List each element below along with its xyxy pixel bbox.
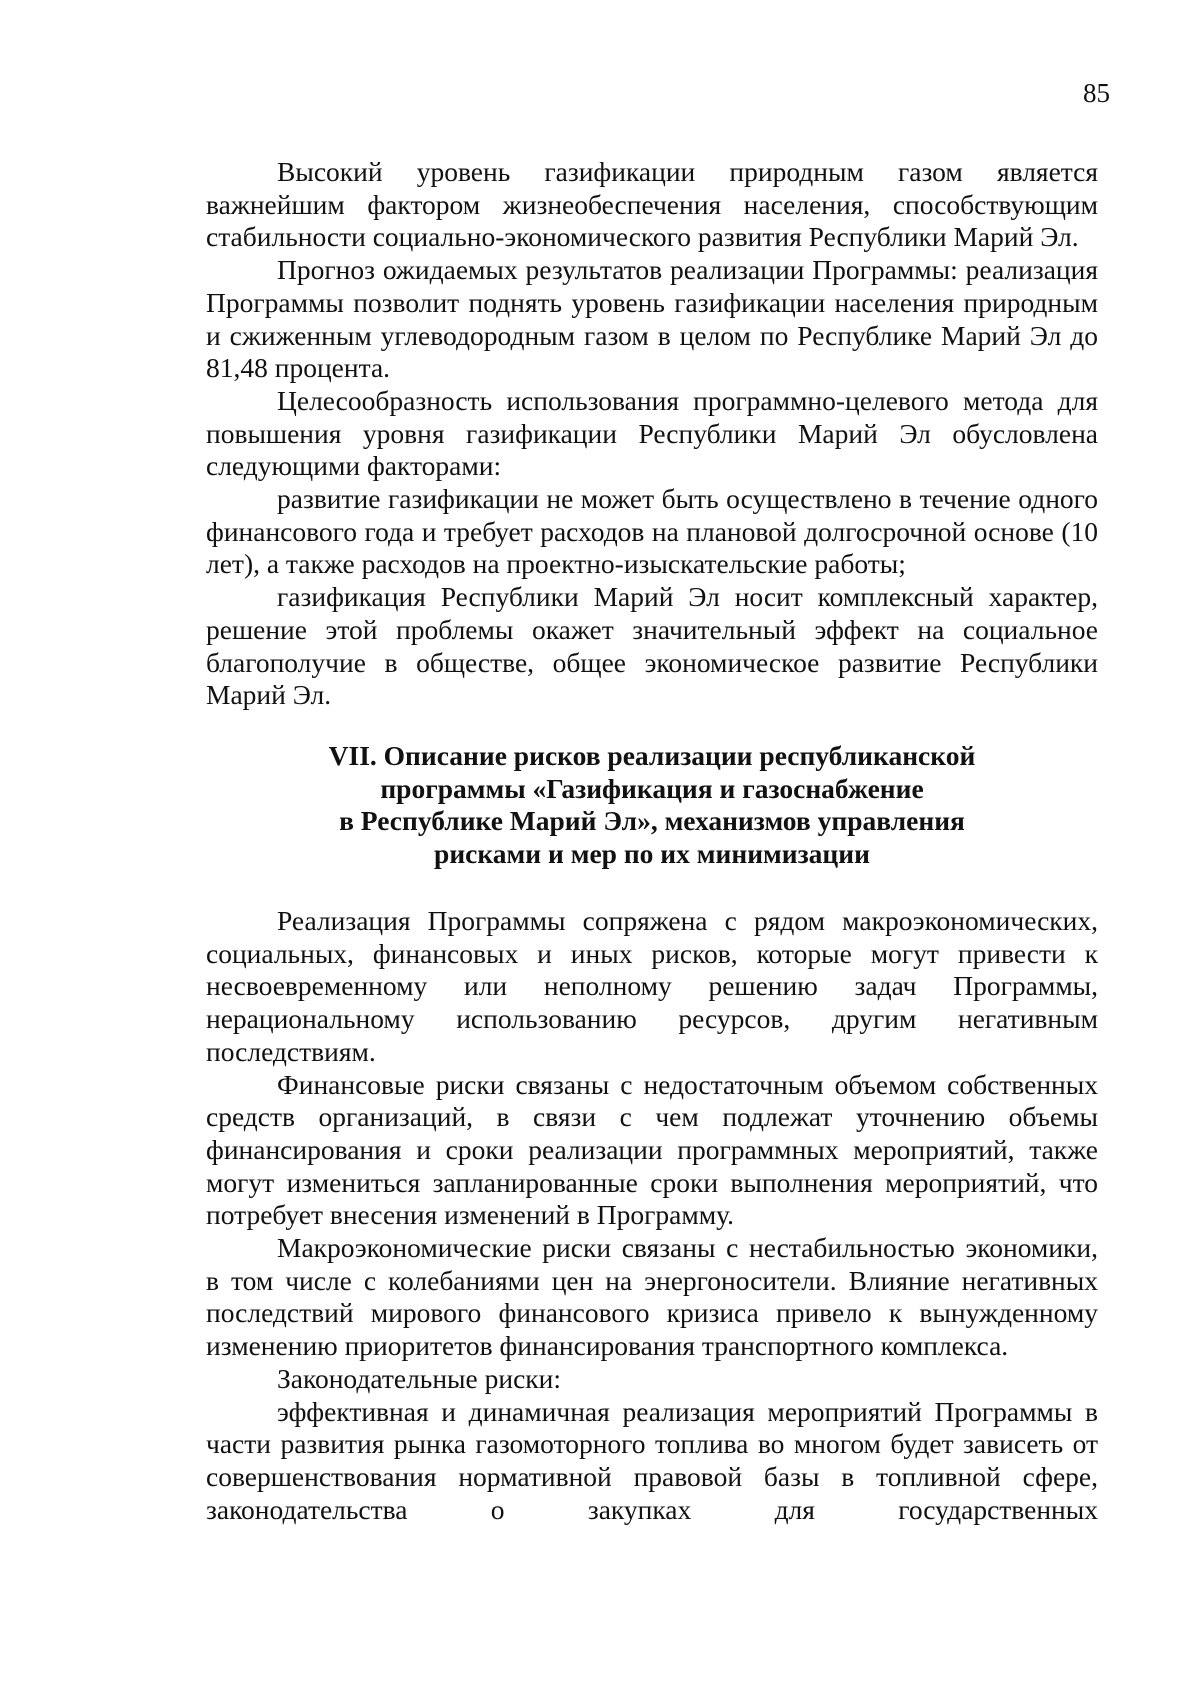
section-heading-line: VII. Описание рисков реализации республиканской [328,740,976,771]
paragraph: Финансовые риски связаны с недостаточным объемом собственных средств организаций, в связи с чем подлежат уточнению объемы финансирования и сроки реализации программных мероприятий, также могут измениться запланированные сроки выполнения мероприятий, что потребует внесения изменений в Программу. [206,1068,1098,1231]
paragraph: Высокий уровень газификации природным газом является важнейшим фактором жизнеобеспечения населения, способствующим стабильности социально-экономического развития Республики Марий Эл. [206,156,1098,253]
paragraph: Законодательные риски: [277,1362,562,1394]
section-heading-line: рисками и мер по их минимизации [434,838,870,870]
paragraph: Макроэкономические риски связаны с нестабильностью экономики, в том числе с колебаниями цен на энергоносители. Влияние негативных последствий мирового финансового кризиса привело к вынужденному изменению приоритетов финансирования транспортного комплекса. [206,1232,1098,1362]
paragraph: развитие газификации не может быть осуществлено в течение одного финансового года и требует расходов на плановой долгосрочной основе (10 лет), а также расходов на проектно-изыскательские работы; [206,483,1098,580]
paragraph: Прогноз ожидаемых результатов реализации Программы: реализация Программы позволит поднять уровень газификации населения природным и сжиженным углеводородным газом в целом по Республике Марий Эл до 81,48 процента. [206,254,1098,384]
section-heading-line: программы «Газификация и газоснабжение [380,772,924,804]
paragraph: Реализация Программы сопряжена с рядом макроэкономических, социальных, финансовых и иных рисков, которые могут привести к несвоевременному или неполному решению задач Программы, нерациональному использованию ресурсов, другим негативным последствиям. [206,905,1098,1067]
paragraph: газификация Республики Марий Эл носит комплексный характер, решение этой проблемы окажет значительный эффект на социальное благополучие в обществе, общее экономическое развитие Республики Марий Эл. [206,581,1098,711]
body-text-top [206,156,1098,712]
paragraph: эффективная и динамичная реализация мероприятий Программы в части развития рынка газомоторного топлива во многом будет зависеть от совершенствования нормативной правовой базы в топливной сфере, законодательства о закупках для государственных [206,1395,1098,1525]
page-number: 85 [1083,78,1110,108]
body-text-bottom [206,905,1098,1526]
section-heading [206,740,1098,871]
section-heading-line: в Республике Марий Эл», механизмов управления [339,805,965,837]
paragraph: Целесообразность использования программно-целевого метода для повышения уровня газификации Республики Марий Эл обусловлена следующими факторами: [206,384,1098,482]
